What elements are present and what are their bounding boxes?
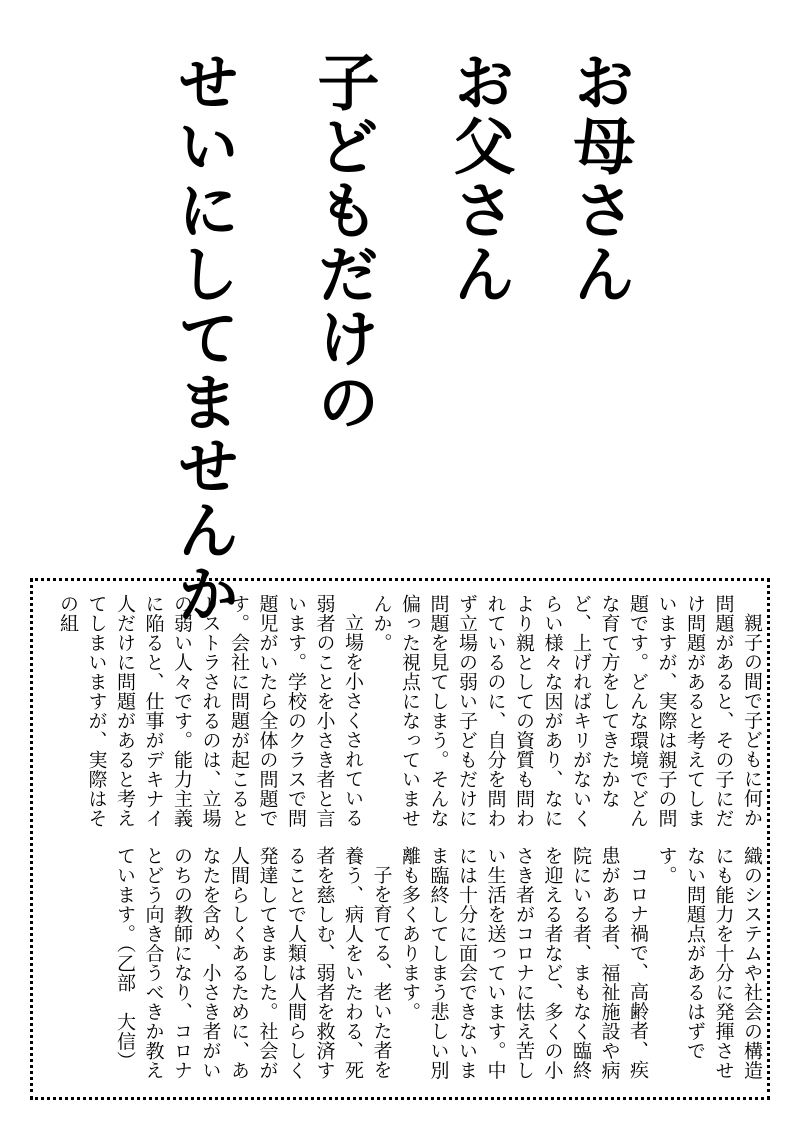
article-lower-tier	[36, 846, 766, 1081]
article-paragraph: 親子の間で子どもに何か問題があると、その子にだけ問題があると考えてしまいますが、実際は親子の問題です。どんな環境でどんな育て方をしてきたかなど、上げればキリがないくらい様々な因があり、なにより親としての資質も問われているのに、自分を問わず立場の弱い子どもだけに問題を見てしまう。そんな偏った視点になっていませんか。	[370, 594, 763, 828]
article-upper-tier	[36, 594, 766, 829]
title-line-1: お母さん	[563, 50, 636, 306]
title-line-3: 子どもだけの	[307, 50, 380, 434]
article-paragraph: コロナ禍で、高齢者、疾患がある者、福祉施設や病院にいる者、まもなく臨終を迎える者など、多くの小さき者がコロナに怯え苦しい生活を送っています。中には十分に面会できないまま臨終してしまう悲しい別離も多くあります。	[399, 846, 649, 1080]
article-paragraph: 立場を小さくされている弱者のことを小さき者と言います。学校のクラスで問題児がいたら全体の問題です。会社に問題が起こるとリストラされるのは、立場の弱い人々です。能力主義に陥ると、仕事がデキナイ人だけに問題があると考えてしまいますが、実際はその組	[57, 594, 364, 828]
article-paragraph: 子を育てる、老いた者を養う、病人をいたわる、死者を慈しむ、弱者を救済することで人類は人間らしく発達してきました。社会が人間らしくあるために、あなたを含め、小さき者がいのちの教師になり、コロナとどう向き合うべきか教えています。（乙部 大信）	[114, 846, 393, 1080]
title-line-4: せいにしてませんか	[167, 50, 240, 626]
title-line-2: お父さん	[443, 50, 516, 306]
article-paragraph: 織のシステムや社会の構造にも能力を十分に発揮させない問題点があるはずです。	[655, 846, 763, 1080]
